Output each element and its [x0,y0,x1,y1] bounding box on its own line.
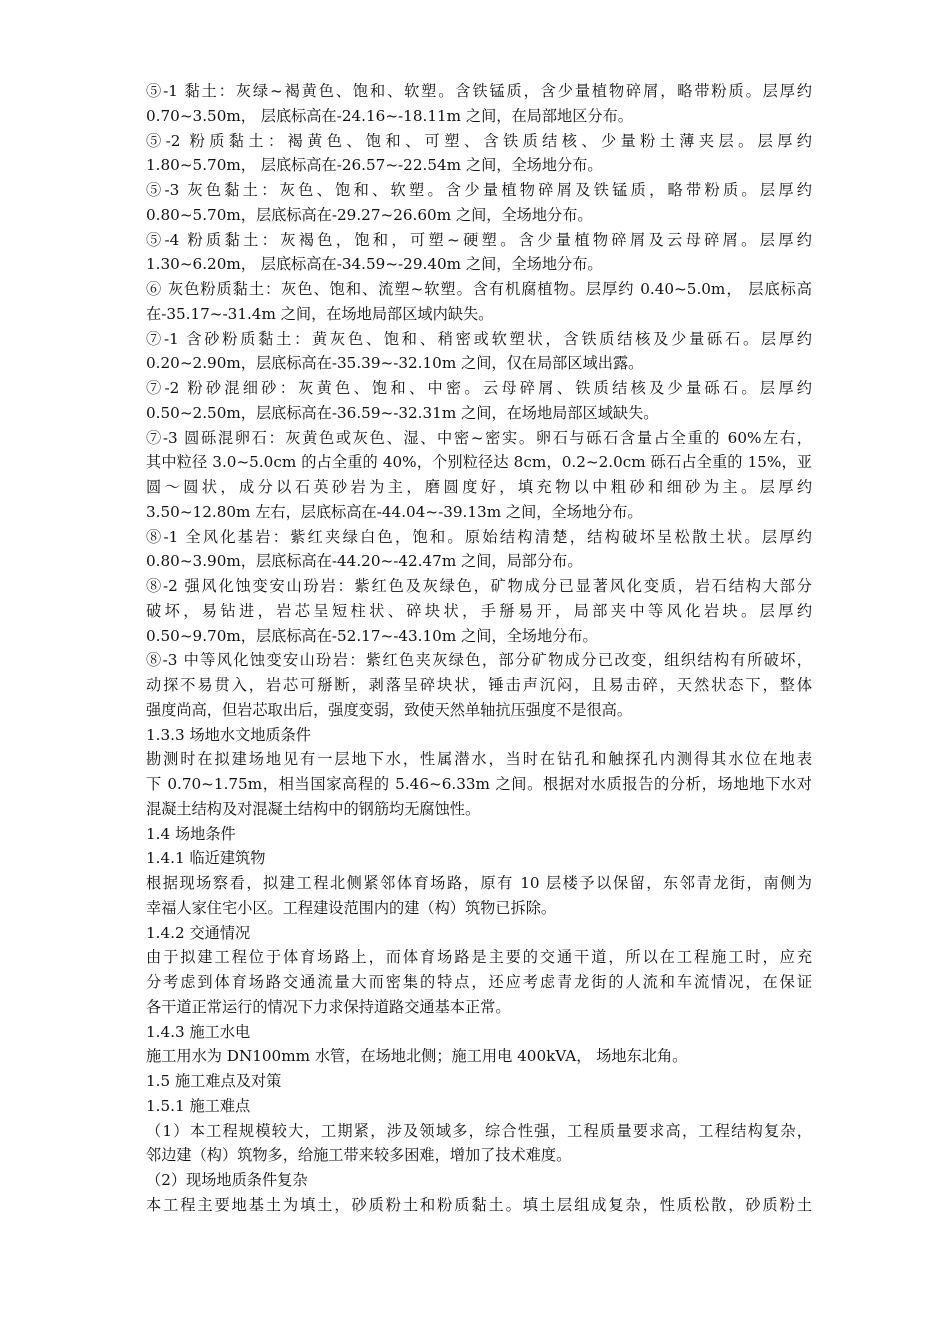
text-line: ⑥ 灰色粉质黏土：灰色、饱和、流塑~软塑。含有机腐植物。层厚约 0.40~5.0m， 层底标高 [146,280,812,298]
text-line: 3.50~12.80m 左右，层底标高在-44.04~-39.13m 之间，全场地分布。 [146,502,643,521]
text-line: （2）现场地质条件复杂 [146,1171,308,1189]
section-heading: 1.4.1 临近建筑物 [146,849,266,868]
text-line: 0.80~3.90m，层底标高在-44.20~-42.47m 之间，局部分布。 [146,552,583,571]
text-line: 0.20~2.90m，层底标高在-35.39~-32.10m 之间，仅在局部区域出露。 [146,354,644,373]
text-line: ⑧-1 全风化基岩：紫红夹绿白色，饱和。原始结构清楚，结构破坏呈松散土状。层厚约 [146,527,812,546]
text-line: （1）本工程规模较大，工期紧，涉及领域多，综合性强，工程质量要求高，工程结构复杂， [146,1121,812,1140]
text-line: 0.50~2.50m，层底标高在-36.59~-32.31m 之间，在场地局部区域缺失。 [146,403,659,422]
section-heading: 1.4.2 交通情况 [146,923,251,942]
section-heading: 1.5 施工难点及对策 [146,1072,282,1090]
text-line: 分考虑到体育场路交通流量大而密集的特点，还应考虑青龙街的人流和车流情况，在保证 [146,973,812,991]
text-line: 在-35.17~-31.4m 之间，在场地局部区域内缺失。 [146,304,494,323]
text-line: 其中粒径 3.0~5.0cm 的占全重的 40%，个别粒径达 8cm，0.2~2.0cm 砾石占全重的 15%，亚 [146,453,812,472]
text-line: 1.30~6.20m， 层底标高在-34.59~-29.40m 之间，全场地分布。 [146,255,603,274]
text-line: ⑦-2 粉砂混细砂：灰黄色、饱和、中密。云母碎屑、铁质结核及少量砾石。层厚约 [146,379,812,397]
text-line: 勘测时在拟建场地见有一层地下水，性属潜水，当时在钻孔和触探孔内测得其水位在地表 [146,750,812,769]
text-line: 根据现场察看，拟建工程北侧紧邻体育场路，原有 10 层楼予以保留，东邻青龙街，南侧为 [146,874,812,892]
text-line: 强度尚高，但岩芯取出后，强度变弱，致使天然单轴抗压强度不是很高。 [146,700,632,719]
document-page [146,79,812,1218]
section-heading: 1.4.3 施工水电 [146,1022,251,1041]
text-line: ⑤-4 粉质黏土：灰褐色，饱和，可塑~硬塑。含少量植物碎屑及云母碎屑。层厚约 [146,230,812,249]
text-line: ⑦-3 圆砾混卵石：灰黄色或灰色、湿、中密~密实。卵石与砾石含量占全重的 60%左右， [146,428,812,447]
text-line: 幸福人家住宅小区。工程建设范围内的建（构）筑物已拆除。 [146,898,557,917]
text-line: 圆～圆状，成分以石英砂岩为主，磨圆度好，填充物以中粗砂和细砂为主。层厚约 [146,478,812,496]
text-line: 下 0.70~1.75m，相当国家高程的 5.46~6.33m 之间。根据对水质报告的分析，场地地下水对 [146,775,812,793]
section-heading: 1.5.1 施工难点 [146,1096,251,1115]
text-line: ⑤-1 黏土：灰绿~褐黄色、饱和、软塑。含铁锰质，含少量植物碎屑，略带粉质。层厚约 [146,82,812,100]
text-line: 0.50~9.70m，层底标高在-52.17~-43.10m 之间，全场地分布。 [146,626,598,645]
text-line: 混凝土结构及对混凝土结构中的钢筋均无腐蚀性。 [146,799,481,818]
text-line: 由于拟建工程位于体育场路上，而体育场路是主要的交通干道，所以在工程施工时，应充 [146,948,812,967]
text-line: 邻边建（构）筑物多，给施工带来较多困难，增加了技术难度。 [146,1146,572,1165]
text-line: 动探不易贯入，岩芯可掰断，剥落呈碎块状，锤击声沉闷，且易击碎，天然状态下，整体 [146,676,812,694]
text-line: ⑤-2 粉质黏土：褐黄色、饱和、可塑、含铁质结核、少量粉土薄夹层。层厚约 [146,131,812,150]
text-line: 施工用水为 DN100mm 水管，在场地北侧；施工用电 400kVA， 场地东北角。 [146,1047,688,1066]
text-line: 本工程主要地基土为填土，砂质粉土和粉质黏土。填土层组成复杂，性质松散，砂质粉土 [146,1195,812,1214]
text-line: 1.80~5.70m， 层底标高在-26.57~-22.54m 之间，全场地分布。 [146,156,603,175]
text-line: ⑧-2 强风化蚀变安山玢岩：紫红色及灰绿色，矿物成分已显著风化变质，岩石结构大部分 [146,577,812,595]
text-line: 0.70~3.50m， 层底标高在-24.16~-18.11m 之间，在局部地区分布。 [146,106,633,125]
section-heading: 1.3.3 场地水文地质条件 [146,725,311,744]
text-line: 0.80~5.70m，层底标高在-29.27~26.60m 之间，全场地分布。 [146,205,593,224]
text-line: 破坏，易钻进，岩芯呈短柱状、碎块状，手掰易开，局部夹中等风化岩块。层厚约 [146,601,812,620]
text-line: ⑤-3 灰色黏土：灰色、饱和、软塑。含少量植物碎屑及铁锰质，略带粉质。层厚约 [146,181,812,199]
section-heading: 1.4 场地条件 [146,824,236,843]
text-line: ⑦-1 含砂粉质黏土：黄灰色、饱和、稍密或软塑状，含铁质结核及少量砾石。层厚约 [146,329,812,348]
text-line: 各干道正常运行的情况下力求保持道路交通基本正常。 [146,997,511,1016]
text-line: ⑧-3 中等风化蚀变安山玢岩：紫红色夹灰绿色，部分矿物成分已改变，组织结构有所破坏， [146,651,812,670]
